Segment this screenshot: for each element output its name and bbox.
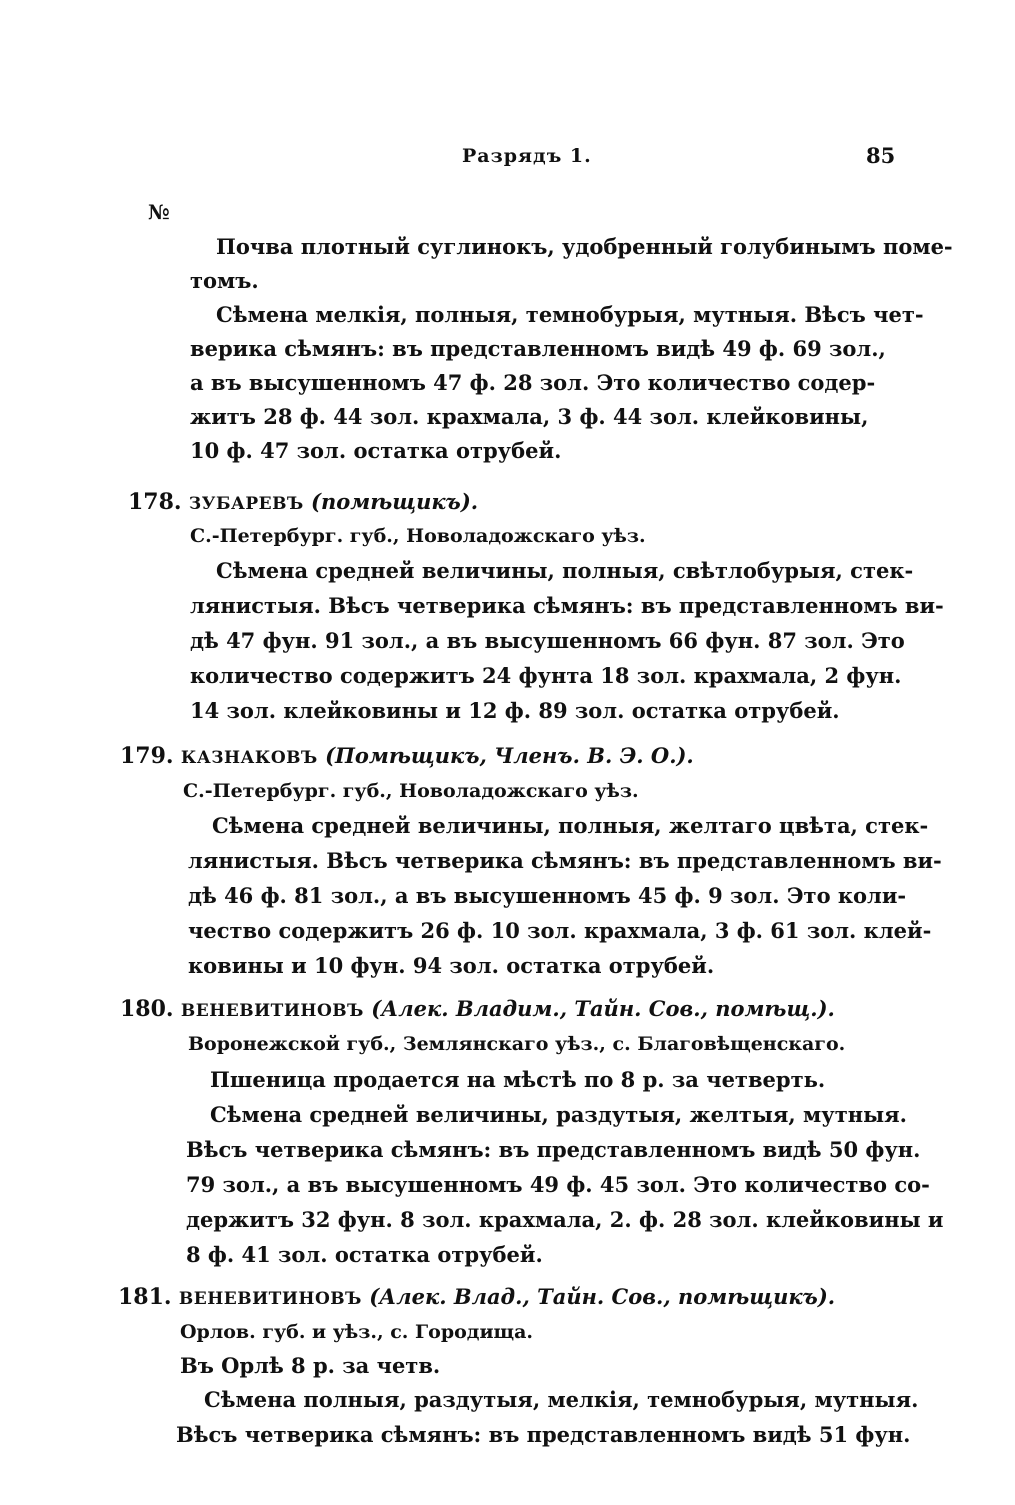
entry-heading <box>128 488 478 518</box>
entry-number: 179. <box>120 743 174 769</box>
text-line: количество содержитъ 24 фунта 18 зол. крахмала, 2 фун. <box>190 663 902 688</box>
entry-name: КАЗНАКОВЪ <box>180 748 318 768</box>
entry-heading <box>118 1283 835 1313</box>
text-line: дѣ 47 фун. 91 зол., а въ высушенномъ 66 фун. 87 зол. Это <box>190 628 905 653</box>
entry-role: (Помѣщикъ, Членъ. В. Э. О.). <box>325 743 694 768</box>
entry-heading <box>120 742 694 772</box>
text-line: Сѣмена средней величины, полныя, желтаго цвѣта, стек- <box>212 813 929 838</box>
page-number: 85 <box>866 143 896 168</box>
page-header <box>0 145 1015 175</box>
text-line: Вѣсъ четверика сѣмянъ: въ представленномъ видѣ 50 фун. <box>186 1137 921 1162</box>
text-line: Сѣмена полныя, раздутыя, мелкія, темнобурыя, мутныя. <box>204 1387 919 1412</box>
text-line: верика сѣмянъ: въ представленномъ видѣ 49 ф. 69 зол., <box>190 336 886 361</box>
text-line: держитъ 32 фун. 8 зол. крахмала, 2. ф. 28 зол. клейковины и <box>186 1207 944 1232</box>
text-line: 8 ф. 41 зол. остатка отрубей. <box>186 1242 543 1267</box>
text-line: лянистыя. Вѣсъ четверика сѣмянъ: въ представленномъ ви- <box>188 848 942 873</box>
text-line: Сѣмена мелкія, полныя, темнобурыя, мутныя. Вѣсъ чет- <box>216 302 924 327</box>
entry-place: С.-Петербург. губ., Новоладожскаго уѣз. <box>190 525 646 547</box>
entry-name: ВЕНЕВИТИНОВЪ <box>178 1289 362 1309</box>
number-sign: № <box>148 200 170 224</box>
entry-number: 181. <box>118 1284 172 1310</box>
text-line: дѣ 46 ф. 81 зол., а въ высушенномъ 45 ф. 9 зол. Это коли- <box>188 883 907 908</box>
text-line: чество содержитъ 26 ф. 10 зол. крахмала, 3 ф. 61 зол. клей- <box>188 918 932 943</box>
price-note: Пшеница продается на мѣстѣ по 8 р. за четверть. <box>210 1067 826 1092</box>
entry-role: (помѣщикъ). <box>311 489 479 514</box>
entry-name: ВЕНЕВИТИНОВЪ <box>180 1001 364 1021</box>
text-line: а въ высушенномъ 47 ф. 28 зол. Это количество содер- <box>190 370 876 395</box>
text-line: 79 зол., а въ высушенномъ 49 ф. 45 зол. Это количество со- <box>186 1172 930 1197</box>
entry-place: Орлов. губ. и уѣз., с. Городища. <box>180 1321 534 1343</box>
entry-role: (Алек. Влад., Тайн. Сов., помѣщикъ). <box>369 1284 836 1309</box>
running-title: Разрядъ 1. <box>462 145 592 167</box>
entry-heading <box>120 995 835 1025</box>
text-line: 14 зол. клейковины и 12 ф. 89 зол. остатка отрубей. <box>190 698 840 723</box>
text-line: Сѣмена средней величины, полныя, свѣтлобурыя, стек- <box>216 558 914 583</box>
text-line: ковины и 10 фун. 94 зол. остатка отрубей. <box>188 953 715 978</box>
text-line: Почва плотный суглинокъ, удобренный голубинымъ поме- <box>216 234 953 259</box>
text-line: 10 ф. 47 зол. остатка отрубей. <box>190 438 562 463</box>
price-note: Въ Орлѣ 8 р. за четв. <box>180 1353 441 1378</box>
text-line: житъ 28 ф. 44 зол. крахмала, 3 ф. 44 зол. клейковины, <box>190 404 869 429</box>
entry-number: 178. <box>128 489 182 515</box>
entry-role: (Алек. Владим., Тайн. Сов., помѣщ.). <box>371 996 835 1021</box>
text-line: лянистыя. Вѣсъ четверика сѣмянъ: въ представленномъ ви- <box>190 593 944 618</box>
text-line: Вѣсъ четверика сѣмянъ: въ представленномъ видѣ 51 фун. <box>176 1422 911 1447</box>
text-line: томъ. <box>190 268 259 293</box>
text-line: Сѣмена средней величины, раздутыя, желтыя, мутныя. <box>210 1102 907 1127</box>
entry-number: 180. <box>120 996 174 1022</box>
entry-place: С.-Петербург. губ., Новоладожскаго уѣз. <box>183 780 639 802</box>
entry-place: Воронежской губ., Землянскаго уѣз., с. Благовѣщенскаго. <box>188 1033 846 1055</box>
entry-name: ЗУБАРЕВЪ <box>188 494 304 514</box>
